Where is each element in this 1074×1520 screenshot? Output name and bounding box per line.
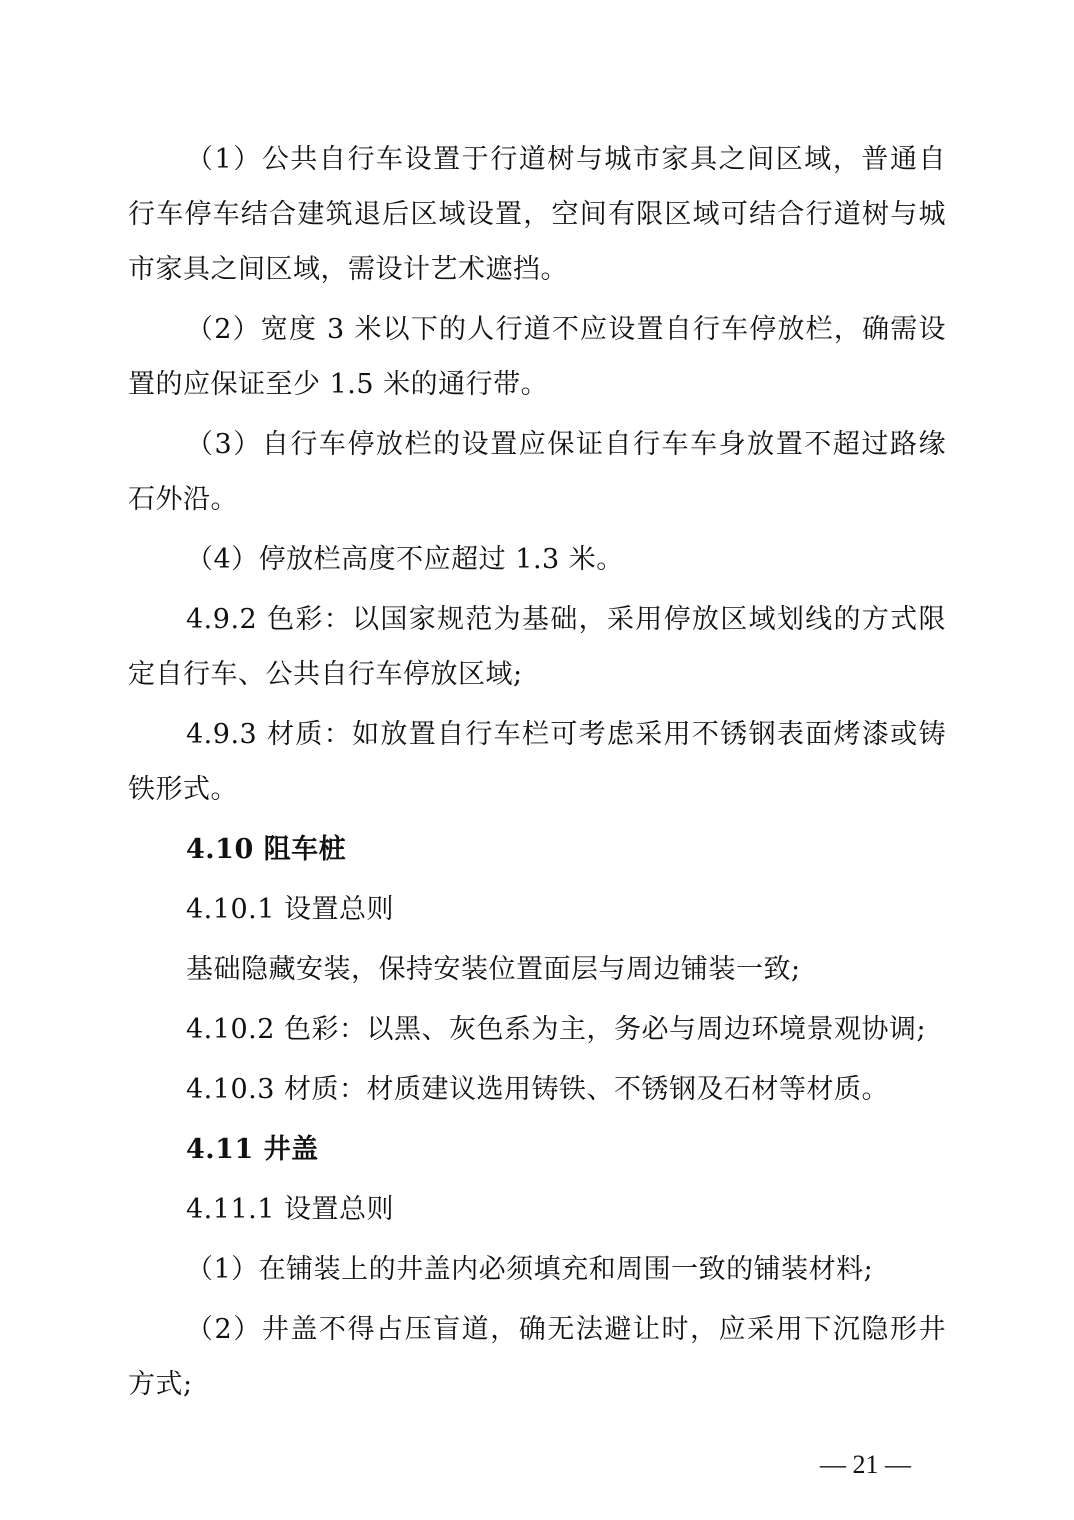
paragraph-manhole-fill: （1）在铺装上的井盖内必须填充和周围一致的铺装材料; [186, 1254, 874, 1285]
heading-4-10-bollard: 4.10 阻车桩 [186, 834, 347, 865]
paragraph-rack-height: （4）停放栏高度不应超过 1.3 米。 [186, 544, 624, 575]
paragraph-4-10-2-color: 4.10.2 色彩：以黑、灰色系为主，务必与周边环境景观协调; [186, 1014, 927, 1045]
heading-4-11-manhole: 4.11 井盖 [186, 1134, 319, 1165]
paragraph-bollard-install: 基础隐藏安装，保持安装位置面层与周边铺装一致; [186, 954, 801, 985]
paragraph-sidewalk-width: （2）宽度 3 米以下的人行道不应设置自行车停放栏，确需设置的应保证至少 1.5 米的通行带。 [128, 314, 946, 400]
document-body [128, 132, 946, 1417]
paragraph-4-10-3-material: 4.10.3 材质：材质建议选用铸铁、不锈钢及石材等材质。 [186, 1074, 889, 1105]
paragraph-bike-placement: （1）公共自行车设置于行道树与城市家具之间区域，普通自行车停车结合建筑退后区域设置，空间有限区域可结合行道树与城市家具之间区域，需设计艺术遮挡。 [128, 144, 946, 285]
paragraph-manhole-blind-path: （2）井盖不得占压盲道，确无法避让时，应采用下沉隐形井方式; [128, 1314, 946, 1400]
page-number: — 21 — [820, 1450, 911, 1479]
paragraph-4-9-3-material: 4.9.3 材质：如放置自行车栏可考虑采用不锈钢表面烤漆或铸铁形式。 [128, 719, 946, 805]
paragraph-4-9-2-color: 4.9.2 色彩：以国家规范为基础，采用停放区域划线的方式限定自行车、公共自行车停放区域; [128, 604, 946, 690]
paragraph-4-10-1-general: 4.10.1 设置总则 [186, 894, 394, 925]
paragraph-curb-limit: （3）自行车停放栏的设置应保证自行车车身放置不超过路缘石外沿。 [128, 429, 946, 515]
paragraph-4-11-1-general: 4.11.1 设置总则 [186, 1194, 394, 1225]
